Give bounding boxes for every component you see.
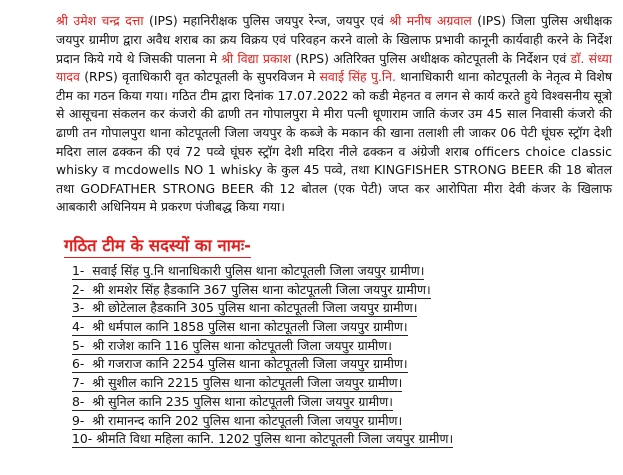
list-item — [72, 299, 512, 318]
team-members-list — [72, 262, 512, 449]
item-number: 5- — [72, 337, 85, 353]
item-number: 8- — [72, 393, 85, 409]
item-number: 3- — [72, 300, 85, 316]
member-name: श्री गजराज कानि 2254 पुलिस थाना कोटपूतली जिला जयपुर ग्रामीण। — [92, 356, 408, 372]
member-name: श्री राजेश कानि 116 पुलिस थाना कोटपूतली जिला जयपुर ग्रामीण। — [92, 337, 392, 353]
member-name: श्री सुनिल कानि 235 पुलिस थाना कोटपूतली जिला जयपुर ग्रामीण। — [92, 393, 393, 409]
list-item — [72, 393, 512, 412]
team-members-heading: गठित टीम के सदस्यों का नामः- — [64, 236, 251, 258]
list-item — [72, 262, 512, 281]
member-name: श्री सुशील कानि 2215 पुलिस थाना कोटपूतली जिला जयपुर ग्रामीण। — [92, 375, 403, 391]
item-number: 1- — [72, 263, 85, 278]
paragraph-text: थानाधिकारी थाना कोटपूतली के नेतृत्व मे विशेष टीम का गठन किया गया। गठित टीम द्वारा दिनांक 17.07.2022 को कडी मेहनत व लगन से कार्य करते हुये विश्वसनीय सूत्रो से आसूचना संकलन कर कंजरो की ढाणी तन गोपालपुरा मे मीरा पत्नी धूणाराम जाति कंजर उम 45 साल निवासी कंजरो की ढाणी तन गोपालपुरा थाना कोटपूतली जिला जयपुर के कब्जे के मकान की खाना तलाशी ली जाकर 06 पेटी घूंघरु स्ट्रॉग देशी मदिरा लाल ढक्कन की एवं 72 पव्वे घूंघरु स्ट्रॉग देशी मदिरा नीले ढक्कन व अंग्रेजी शराब officers choice classic whisky व mcdowells NO 1 whisky के कुल 45 पव्वे, तथा KINGFISHER STRONG BEER की 18 बोतल तथा GODFATHER STRONG BEER की 12 बोतल (एक पेटी) जप्त कर आरोपिता मीरा देवी कंजर के खिलाफ आबकारी अधिनियम मे प्रकरण पंजीबद्ध किया गया। — [56, 69, 612, 215]
item-number: 10- — [72, 431, 93, 447]
list-item — [72, 430, 512, 449]
officer-name-sho: सवाई सिंह पु.नि. — [319, 69, 396, 85]
member-name: सवाई सिंह पु.नि थानाधिकारी पुलिस थाना कोटपूतली जिला जयपुर ग्रामीण। — [92, 263, 425, 278]
item-number: 9- — [72, 412, 85, 428]
paragraph-text: (RPS) अतिरिक्त पुलिस अधीक्षक कोटपूतली के निर्देशन एवं — [291, 50, 571, 66]
list-item — [72, 374, 512, 393]
item-number: 7- — [72, 375, 85, 391]
list-item — [72, 281, 512, 300]
member-name: श्री धर्मपाल कानि 1858 पुलिस थाना कोटपूतली जिला जयपुर ग्रामीण। — [92, 319, 408, 335]
item-number: 6- — [72, 356, 85, 372]
item-number: 4- — [72, 319, 85, 335]
member-name: श्री रामानन्द कानि 202 पुलिस थाना कोटपूतली जिला जयपुर ग्रामीण। — [92, 412, 403, 428]
press-release-paragraph — [56, 12, 612, 217]
list-item — [72, 318, 512, 337]
officer-name-dsp: डाॅ. संध्या यादव — [56, 50, 612, 85]
officer-name-sp: श्री मनीष अग्रवाल — [389, 13, 472, 29]
paragraph-text: (RPS) वृताधिकारी वृत कोटपूतली के सुपरविजन मे — [79, 69, 320, 85]
member-name: श्रीमति विधा महिला कानि. 1202 पुलिस थाना कोटपूतली जिला जयपुर ग्रामीण। — [96, 431, 454, 447]
member-name: श्री शमशेर सिंह हैडकानि 367 पुलिस थाना कोटपूतली जिला जयपुर ग्रामीण। — [92, 281, 431, 297]
list-item — [72, 412, 512, 431]
officer-name-asp: श्री विद्या प्रकाश — [221, 50, 292, 66]
item-number: 2- — [72, 281, 85, 297]
paragraph-text: (IPS) जिला पुलिस अधीक्षक जयपुर ग्रामीण द्वारा अवैध शराब का क्रय विक्रय एवं परिवहन करने वालो के खिलाफ प्रभावी कानूनी कार्यवाही करने के निर्देश प्रदान किये गये थे जिसकी पालना मे — [56, 13, 612, 66]
member-name: श्री छोटेलाल हैडकानि 305 पुलिस थाना कोटपूतली जिला जयपुर ग्रामीण। — [92, 300, 418, 316]
paragraph-text: (IPS) महानिरीक्षक पुलिस जयपुर रेन्ज, जयपुर एवं — [143, 13, 390, 29]
officer-name-ig: श्री उमेश चन्द्र दत्ता — [56, 13, 144, 29]
list-item — [72, 337, 512, 356]
list-item — [72, 355, 512, 374]
